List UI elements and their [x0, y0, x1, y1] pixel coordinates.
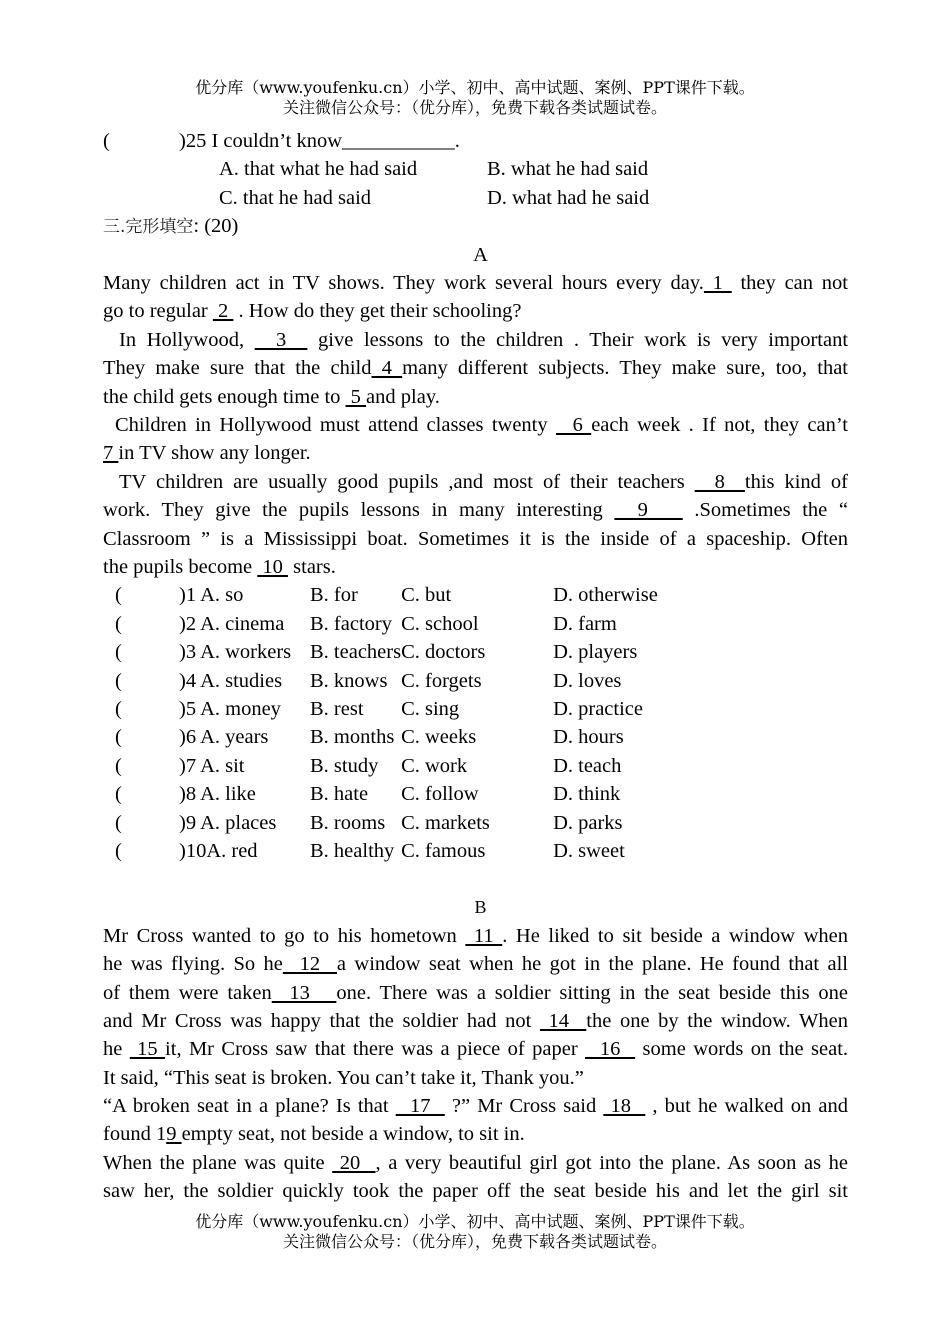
question-25: ( )25 I couldn’t know___________. A. that what he had said B. what he had said C. that he had said D. what had he said [103, 127, 649, 212]
passage-a-paragraph-1: Many children act in TV shows. They work several hours every day. 1 they can not go to regular 2 . How do they get their schooling? [103, 272, 849, 323]
section-title: 三.完形填空: (20) [103, 215, 239, 238]
passage-a-paragraph-4: TV children are usually good pupils ,and most of their teachers 8 this kind of work. They give the pupils lessons in many interesting 9 .Sometimes the “ Classroom ” is a Mississippi boat. Sometimes it is the inside of a spaceship. Often the pupils become 10 stars. [103, 470, 849, 578]
option-c: C. that he had said [219, 186, 372, 209]
footer-line-1: 优分库（www.youfenku.cn）小学、初中、高中试题、案例、PPT课件下载。 [195, 1212, 755, 1231]
option-row: ( )2 A. cinema B. factory C. school D. farm [115, 612, 617, 635]
option-row: ( )7 A. sit B. study C. work D. teach [115, 754, 622, 777]
option-row: ( )6 A. years B. months C. weeks D. hours [115, 726, 624, 749]
page-header [0, 78, 950, 118]
passage-a-label: A [473, 243, 488, 266]
footer-line-2: 关注微信公众号：（优分库），免费下载各类试题试卷。 [282, 1232, 667, 1251]
option-row: ( )8 A. like B. hate C. follow D. think [115, 783, 621, 806]
option-row: ( )5 A. money B. rest C. sing D. practice [115, 697, 643, 720]
passage-b-text: Mr Cross wanted to go to his hometown 11 . He liked to sit beside a window when he was flying. So he 12 a window seat when he got in the plane. He found that all of them were taken 13 one. There was a soldier sitting in the seat beside this one and Mr Cross was happy that the soldier had not 14 the one by the window. When he 15 it, Mr Cross saw that there was a piece of paper 16 some words on the seat. It said, “This seat is broken. You can’t take it, Thank you.” “A broken seat in a plane? Is that 17 ?” Mr Cross said 18 , but he walked on and found 19 empty seat, not beside a window, to sit in. When the plane was quite 20 , a very beautiful girl got into the plane. As soon as he saw her, the soldier quickly took the paper off the seat beside his and let the girl sit [103, 924, 849, 1203]
option-a: A. that what he had said [219, 158, 418, 181]
option-row: ( )10A. red B. healthy C. famous D. sweet [115, 839, 625, 862]
option-row: ( )9 A. places B. rooms C. markets D. parks [115, 811, 623, 834]
passage-a-paragraph-2: In Hollywood, 3 give lessons to the children . Their work is very important They make sure that the child 4 many different subjects. They make sure, too, that the child gets enough time to 5 and play. [103, 328, 849, 408]
option-row: ( )3 A. workers B. teachers C. doctors D. players [115, 641, 638, 664]
option-row: ( )1 A. so B. for C. but D. otherwise [115, 584, 658, 607]
answer-blank: ___________ [342, 130, 455, 152]
option-d: D. what had he said [487, 186, 650, 209]
passage-a-paragraph-3: Children in Hollywood must attend classes twenty 6 each week . If not, they can’t 7 in TV show any longer. [103, 413, 848, 465]
option-row: ( )4 A. studies B. knows C. forgets D. loves [115, 669, 622, 692]
option-b: B. what he had said [487, 158, 649, 181]
passage-a-options [103, 581, 658, 865]
header-line-1: 优分库（www.youfenku.cn）小学、初中、高中试题、案例、PPT课件下载。 [195, 78, 755, 97]
page-footer [0, 1212, 950, 1252]
header-line-2: 关注微信公众号：（优分库），免费下载各类试题试卷。 [282, 98, 667, 117]
passage-b-label: B [474, 897, 487, 918]
question-stem: )25 I couldn’t know [179, 130, 343, 152]
answer-paren: ( [103, 130, 110, 152]
exam-content [103, 127, 848, 1206]
